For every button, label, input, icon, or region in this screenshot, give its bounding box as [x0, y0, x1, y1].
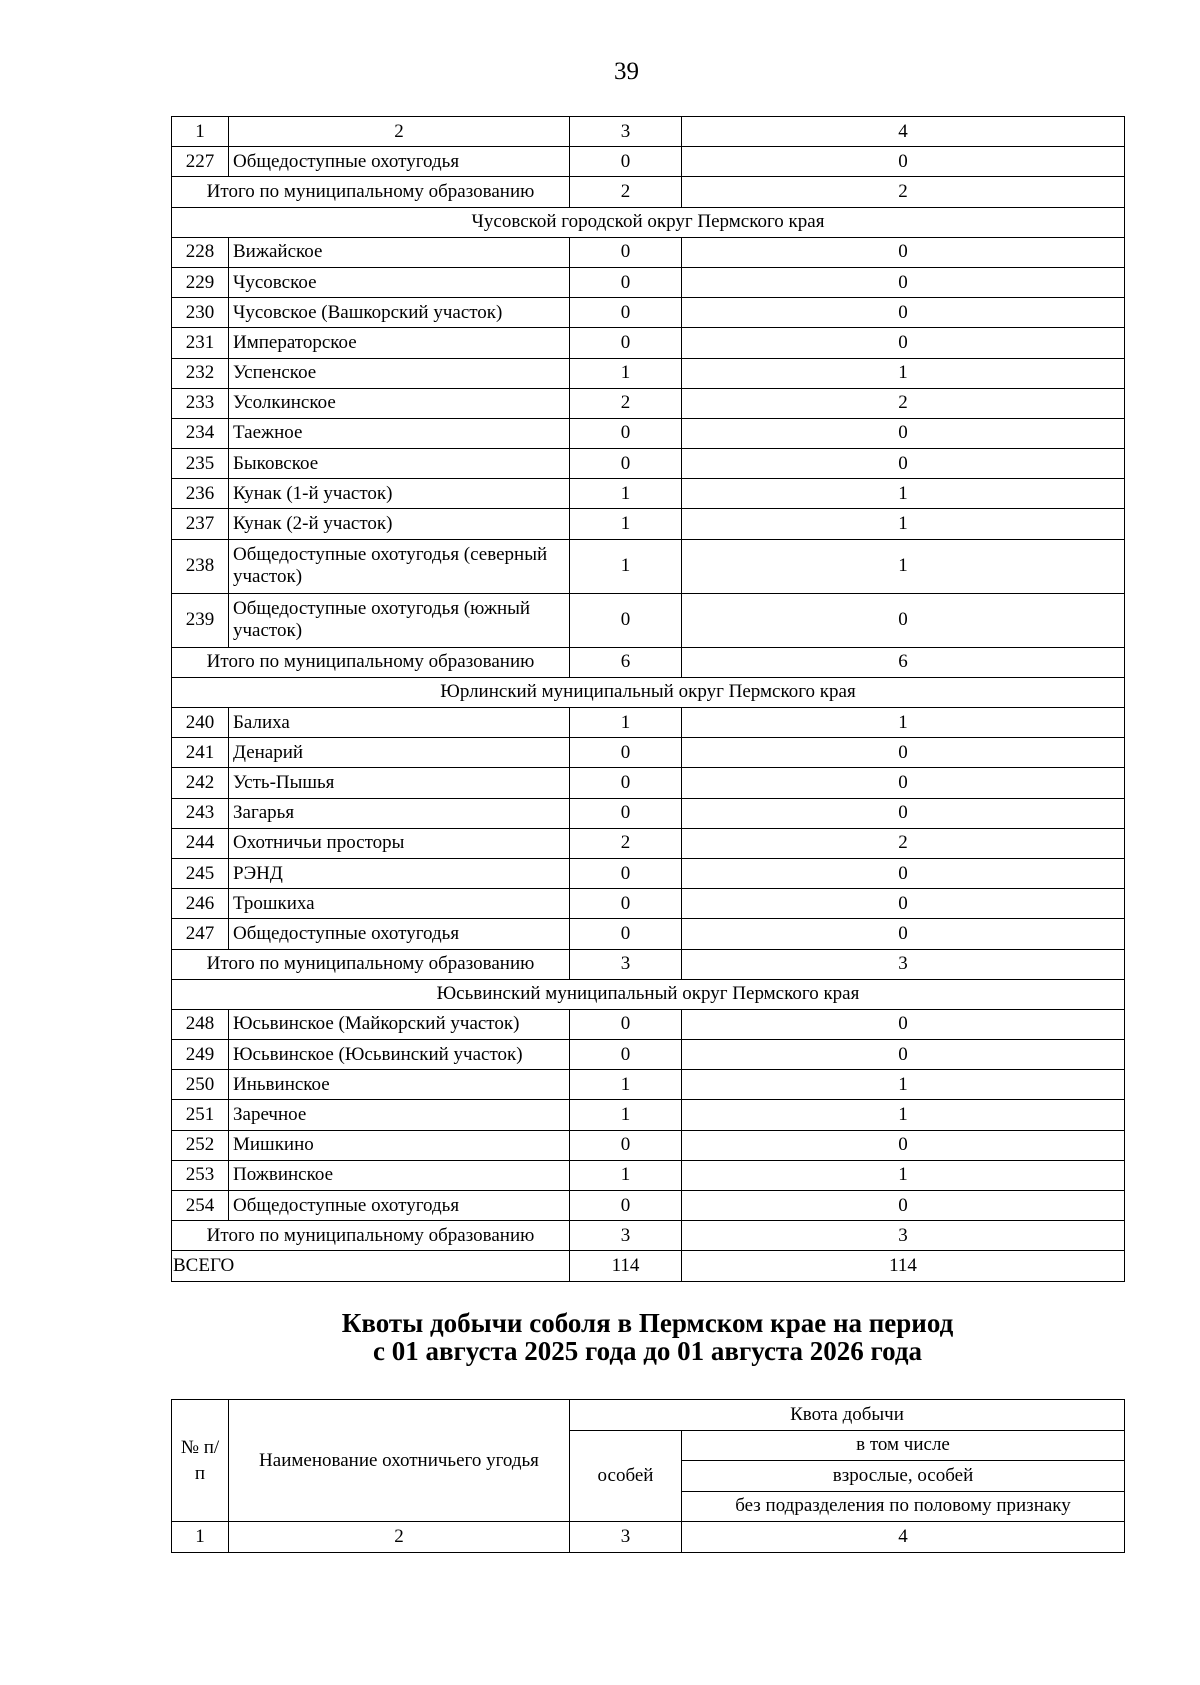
subtotal-quota-value: 2 — [570, 177, 682, 207]
adult-quota-value: 0 — [682, 298, 1125, 328]
row-number: 241 — [172, 738, 229, 768]
table-row — [172, 919, 1125, 949]
row-number: 238 — [172, 539, 229, 593]
adult-quota-value: 0 — [682, 889, 1125, 919]
table-row — [172, 1040, 1125, 1070]
row-number: 229 — [172, 267, 229, 297]
table-row — [172, 828, 1125, 858]
subtotal-adult-value: 2 — [682, 177, 1125, 207]
section-heading — [171, 1309, 1124, 1365]
quota-value: 0 — [570, 919, 682, 949]
table-row — [172, 798, 1125, 828]
adult-quota-value: 0 — [682, 1040, 1125, 1070]
quota-value: 1 — [570, 1100, 682, 1130]
quota-value: 0 — [570, 1040, 682, 1070]
subtotal-adult-value: 3 — [682, 949, 1125, 979]
row-number: 246 — [172, 889, 229, 919]
adult-quota-value: 0 — [682, 798, 1125, 828]
subtotal-label: Итого по муниципальному образованию — [172, 1221, 570, 1251]
header-cell: 4 — [682, 117, 1125, 147]
adult-quota-value: 0 — [682, 858, 1125, 888]
grand-total-label: ВСЕГО — [172, 1251, 570, 1281]
quota-value: 0 — [570, 768, 682, 798]
adult-quota-value: 0 — [682, 418, 1125, 448]
header-cell: 3 — [570, 117, 682, 147]
adult-quota-value: 2 — [682, 388, 1125, 418]
quota-table-continued — [171, 116, 1125, 1282]
table-row — [172, 738, 1125, 768]
adult-quota-value: 0 — [682, 267, 1125, 297]
row-number: 252 — [172, 1130, 229, 1160]
row-number: 251 — [172, 1100, 229, 1130]
table-row — [172, 1009, 1125, 1039]
district-section-row — [172, 677, 1125, 707]
row-number: 249 — [172, 1040, 229, 1070]
adults-header: взрослые, особей — [682, 1461, 1125, 1492]
table-row — [172, 267, 1125, 297]
adult-quota-value: 0 — [682, 919, 1125, 949]
quota-value: 0 — [570, 738, 682, 768]
quota-value: 0 — [570, 798, 682, 828]
row-number: 240 — [172, 708, 229, 738]
table-row — [172, 708, 1125, 738]
quota-value: 0 — [570, 298, 682, 328]
table-header-row — [172, 117, 1125, 147]
no-sex-header: без подразделения по половому признаку — [682, 1491, 1125, 1522]
row-number: 243 — [172, 798, 229, 828]
quota-value: 2 — [570, 388, 682, 418]
adult-quota-value: 1 — [682, 358, 1125, 388]
adult-quota-value: 0 — [682, 449, 1125, 479]
hunting-ground-name: Юсьвинское (Юсьвинский участок) — [229, 1040, 570, 1070]
hunting-ground-name: Загарья — [229, 798, 570, 828]
col-number-header — [172, 1400, 229, 1522]
table-row — [172, 147, 1125, 177]
hunting-ground-name: Трошкиха — [229, 889, 570, 919]
subtotal-label: Итого по муниципальному образованию — [172, 177, 570, 207]
row-number: 253 — [172, 1160, 229, 1190]
quota-value: 1 — [570, 1160, 682, 1190]
column-number-cell: 2 — [229, 1522, 570, 1553]
hunting-ground-name: Пожвинское — [229, 1160, 570, 1190]
row-number: 239 — [172, 593, 229, 647]
quota-value: 1 — [570, 358, 682, 388]
table-row — [172, 1191, 1125, 1221]
hunting-ground-name: Охотничьи просторы — [229, 828, 570, 858]
quota-value: 2 — [570, 828, 682, 858]
adult-quota-value: 0 — [682, 738, 1125, 768]
subtotal-row — [172, 177, 1125, 207]
individuals-header: особей — [570, 1430, 682, 1522]
hunting-ground-name: Заречное — [229, 1100, 570, 1130]
quota-value: 0 — [570, 418, 682, 448]
hunting-ground-name: Общедоступные охотугодья — [229, 147, 570, 177]
column-number-cell: 4 — [682, 1522, 1125, 1553]
hunting-ground-name: Общедоступные охотугодья (южный участок) — [229, 593, 570, 647]
row-number: 231 — [172, 328, 229, 358]
table-row — [172, 1130, 1125, 1160]
row-number: 242 — [172, 768, 229, 798]
adult-quota-value: 0 — [682, 147, 1125, 177]
adult-quota-value: 0 — [682, 593, 1125, 647]
row-number: 236 — [172, 479, 229, 509]
subtotal-quota-value: 3 — [570, 1221, 682, 1251]
table-row — [172, 1070, 1125, 1100]
hunting-ground-name: Усть-Пышья — [229, 768, 570, 798]
row-number: 230 — [172, 298, 229, 328]
grand-total-row — [172, 1251, 1125, 1281]
hunting-ground-name: Таежное — [229, 418, 570, 448]
subtotal-label: Итого по муниципальному образованию — [172, 949, 570, 979]
district-section-row — [172, 979, 1125, 1009]
hunting-ground-name: Успенское — [229, 358, 570, 388]
hunting-ground-name: Балиха — [229, 708, 570, 738]
subtotal-adult-value: 3 — [682, 1221, 1125, 1251]
row-number: 227 — [172, 147, 229, 177]
quota-value: 0 — [570, 593, 682, 647]
quota-value: 1 — [570, 1070, 682, 1100]
hunting-ground-name: РЭНД — [229, 858, 570, 888]
row-number: 237 — [172, 509, 229, 539]
header-cell: 2 — [229, 117, 570, 147]
row-number: 250 — [172, 1070, 229, 1100]
hunting-ground-name: Иньвинское — [229, 1070, 570, 1100]
subtotal-adult-value: 6 — [682, 647, 1125, 677]
adult-quota-value: 1 — [682, 539, 1125, 593]
hunting-ground-name: Общедоступные охотугодья — [229, 919, 570, 949]
table-row — [172, 449, 1125, 479]
header-cell: 1 — [172, 117, 229, 147]
hunting-ground-name: Императорское — [229, 328, 570, 358]
table-row — [172, 1160, 1125, 1190]
row-number: 248 — [172, 1009, 229, 1039]
row-number: 234 — [172, 418, 229, 448]
quota-value: 1 — [570, 539, 682, 593]
table-row — [172, 388, 1125, 418]
table-row — [172, 298, 1125, 328]
hunting-ground-name: Денарий — [229, 738, 570, 768]
hunting-ground-name: Мишкино — [229, 1130, 570, 1160]
district-name: Чусовской городской округ Пермского края — [172, 207, 1125, 237]
quota-header: Квота добычи — [570, 1400, 1125, 1431]
table-row — [172, 1100, 1125, 1130]
quota-value: 1 — [570, 479, 682, 509]
table-row — [172, 858, 1125, 888]
including-header: в том числе — [682, 1430, 1125, 1461]
hunting-ground-name: Вижайское — [229, 237, 570, 267]
adult-quota-value: 1 — [682, 479, 1125, 509]
table-row — [172, 479, 1125, 509]
district-name: Юрлинский муниципальный округ Пермского края — [172, 677, 1125, 707]
grand-total-quota-value: 114 — [570, 1251, 682, 1281]
quota-value: 0 — [570, 1009, 682, 1039]
column-number-cell: 1 — [172, 1522, 229, 1553]
sable-quota-table — [171, 1399, 1125, 1553]
quota-value: 0 — [570, 147, 682, 177]
subtotal-row — [172, 949, 1125, 979]
hunting-ground-name: Юсьвинское (Майкорский участок) — [229, 1009, 570, 1039]
row-number: 254 — [172, 1191, 229, 1221]
row-number: 244 — [172, 828, 229, 858]
table-row — [172, 889, 1125, 919]
hunting-ground-name: Усолкинское — [229, 388, 570, 418]
subtotal-quota-value: 6 — [570, 647, 682, 677]
col-name-header: Наименование охотничьего угодья — [229, 1400, 570, 1522]
hunting-ground-name: Кунак (2-й участок) — [229, 509, 570, 539]
table-row — [172, 539, 1125, 593]
hunting-ground-name: Чусовское (Вашкорский участок) — [229, 298, 570, 328]
table-row — [172, 358, 1125, 388]
quota-value: 0 — [570, 449, 682, 479]
column-number-cell: 3 — [570, 1522, 682, 1553]
row-number: 233 — [172, 388, 229, 418]
table-row — [172, 593, 1125, 647]
quota-value: 0 — [570, 237, 682, 267]
subtotal-row — [172, 1221, 1125, 1251]
quota-value: 0 — [570, 858, 682, 888]
row-number: 228 — [172, 237, 229, 267]
heading-line-1: Квоты добычи соболя в Пермском крае на период — [341, 1308, 954, 1338]
quota-value: 0 — [570, 1130, 682, 1160]
col-number-text: № п/п — [180, 1436, 220, 1484]
grand-total-adult-value: 114 — [682, 1251, 1125, 1281]
row-number: 245 — [172, 858, 229, 888]
table-row — [172, 418, 1125, 448]
adult-quota-value: 1 — [682, 1160, 1125, 1190]
column-number-row — [172, 1522, 1125, 1553]
hunting-ground-name: Быковское — [229, 449, 570, 479]
heading-line-2: с 01 августа 2025 года до 01 августа 2026 года — [372, 1336, 922, 1366]
quota-value: 1 — [570, 708, 682, 738]
table-row — [172, 768, 1125, 798]
subtotal-label: Итого по муниципальному образованию — [172, 647, 570, 677]
table-row — [172, 509, 1125, 539]
adult-quota-value: 0 — [682, 1009, 1125, 1039]
adult-quota-value: 0 — [682, 1191, 1125, 1221]
row-number: 247 — [172, 919, 229, 949]
adult-quota-value: 1 — [682, 1100, 1125, 1130]
subtotal-row — [172, 647, 1125, 677]
adult-quota-value: 0 — [682, 1130, 1125, 1160]
quota-value: 0 — [570, 267, 682, 297]
table-row — [172, 237, 1125, 267]
hunting-ground-name: Чусовское — [229, 267, 570, 297]
row-number: 235 — [172, 449, 229, 479]
adult-quota-value: 1 — [682, 509, 1125, 539]
row-number: 232 — [172, 358, 229, 388]
hunting-ground-name: Общедоступные охотугодья (северный участок) — [229, 539, 570, 593]
hunting-ground-name: Кунак (1-й участок) — [229, 479, 570, 509]
table-row — [172, 328, 1125, 358]
district-section-row — [172, 207, 1125, 237]
adult-quota-value: 1 — [682, 1070, 1125, 1100]
adult-quota-value: 1 — [682, 708, 1125, 738]
page-number: 39 — [614, 58, 639, 85]
adult-quota-value: 0 — [682, 328, 1125, 358]
district-name: Юсьвинский муниципальный округ Пермского края — [172, 979, 1125, 1009]
quota-value: 0 — [570, 889, 682, 919]
adult-quota-value: 0 — [682, 237, 1125, 267]
adult-quota-value: 0 — [682, 768, 1125, 798]
hunting-ground-name: Общедоступные охотугодья — [229, 1191, 570, 1221]
quota-value: 0 — [570, 1191, 682, 1221]
quota-value: 0 — [570, 328, 682, 358]
quota-value: 1 — [570, 509, 682, 539]
subtotal-quota-value: 3 — [570, 949, 682, 979]
adult-quota-value: 2 — [682, 828, 1125, 858]
